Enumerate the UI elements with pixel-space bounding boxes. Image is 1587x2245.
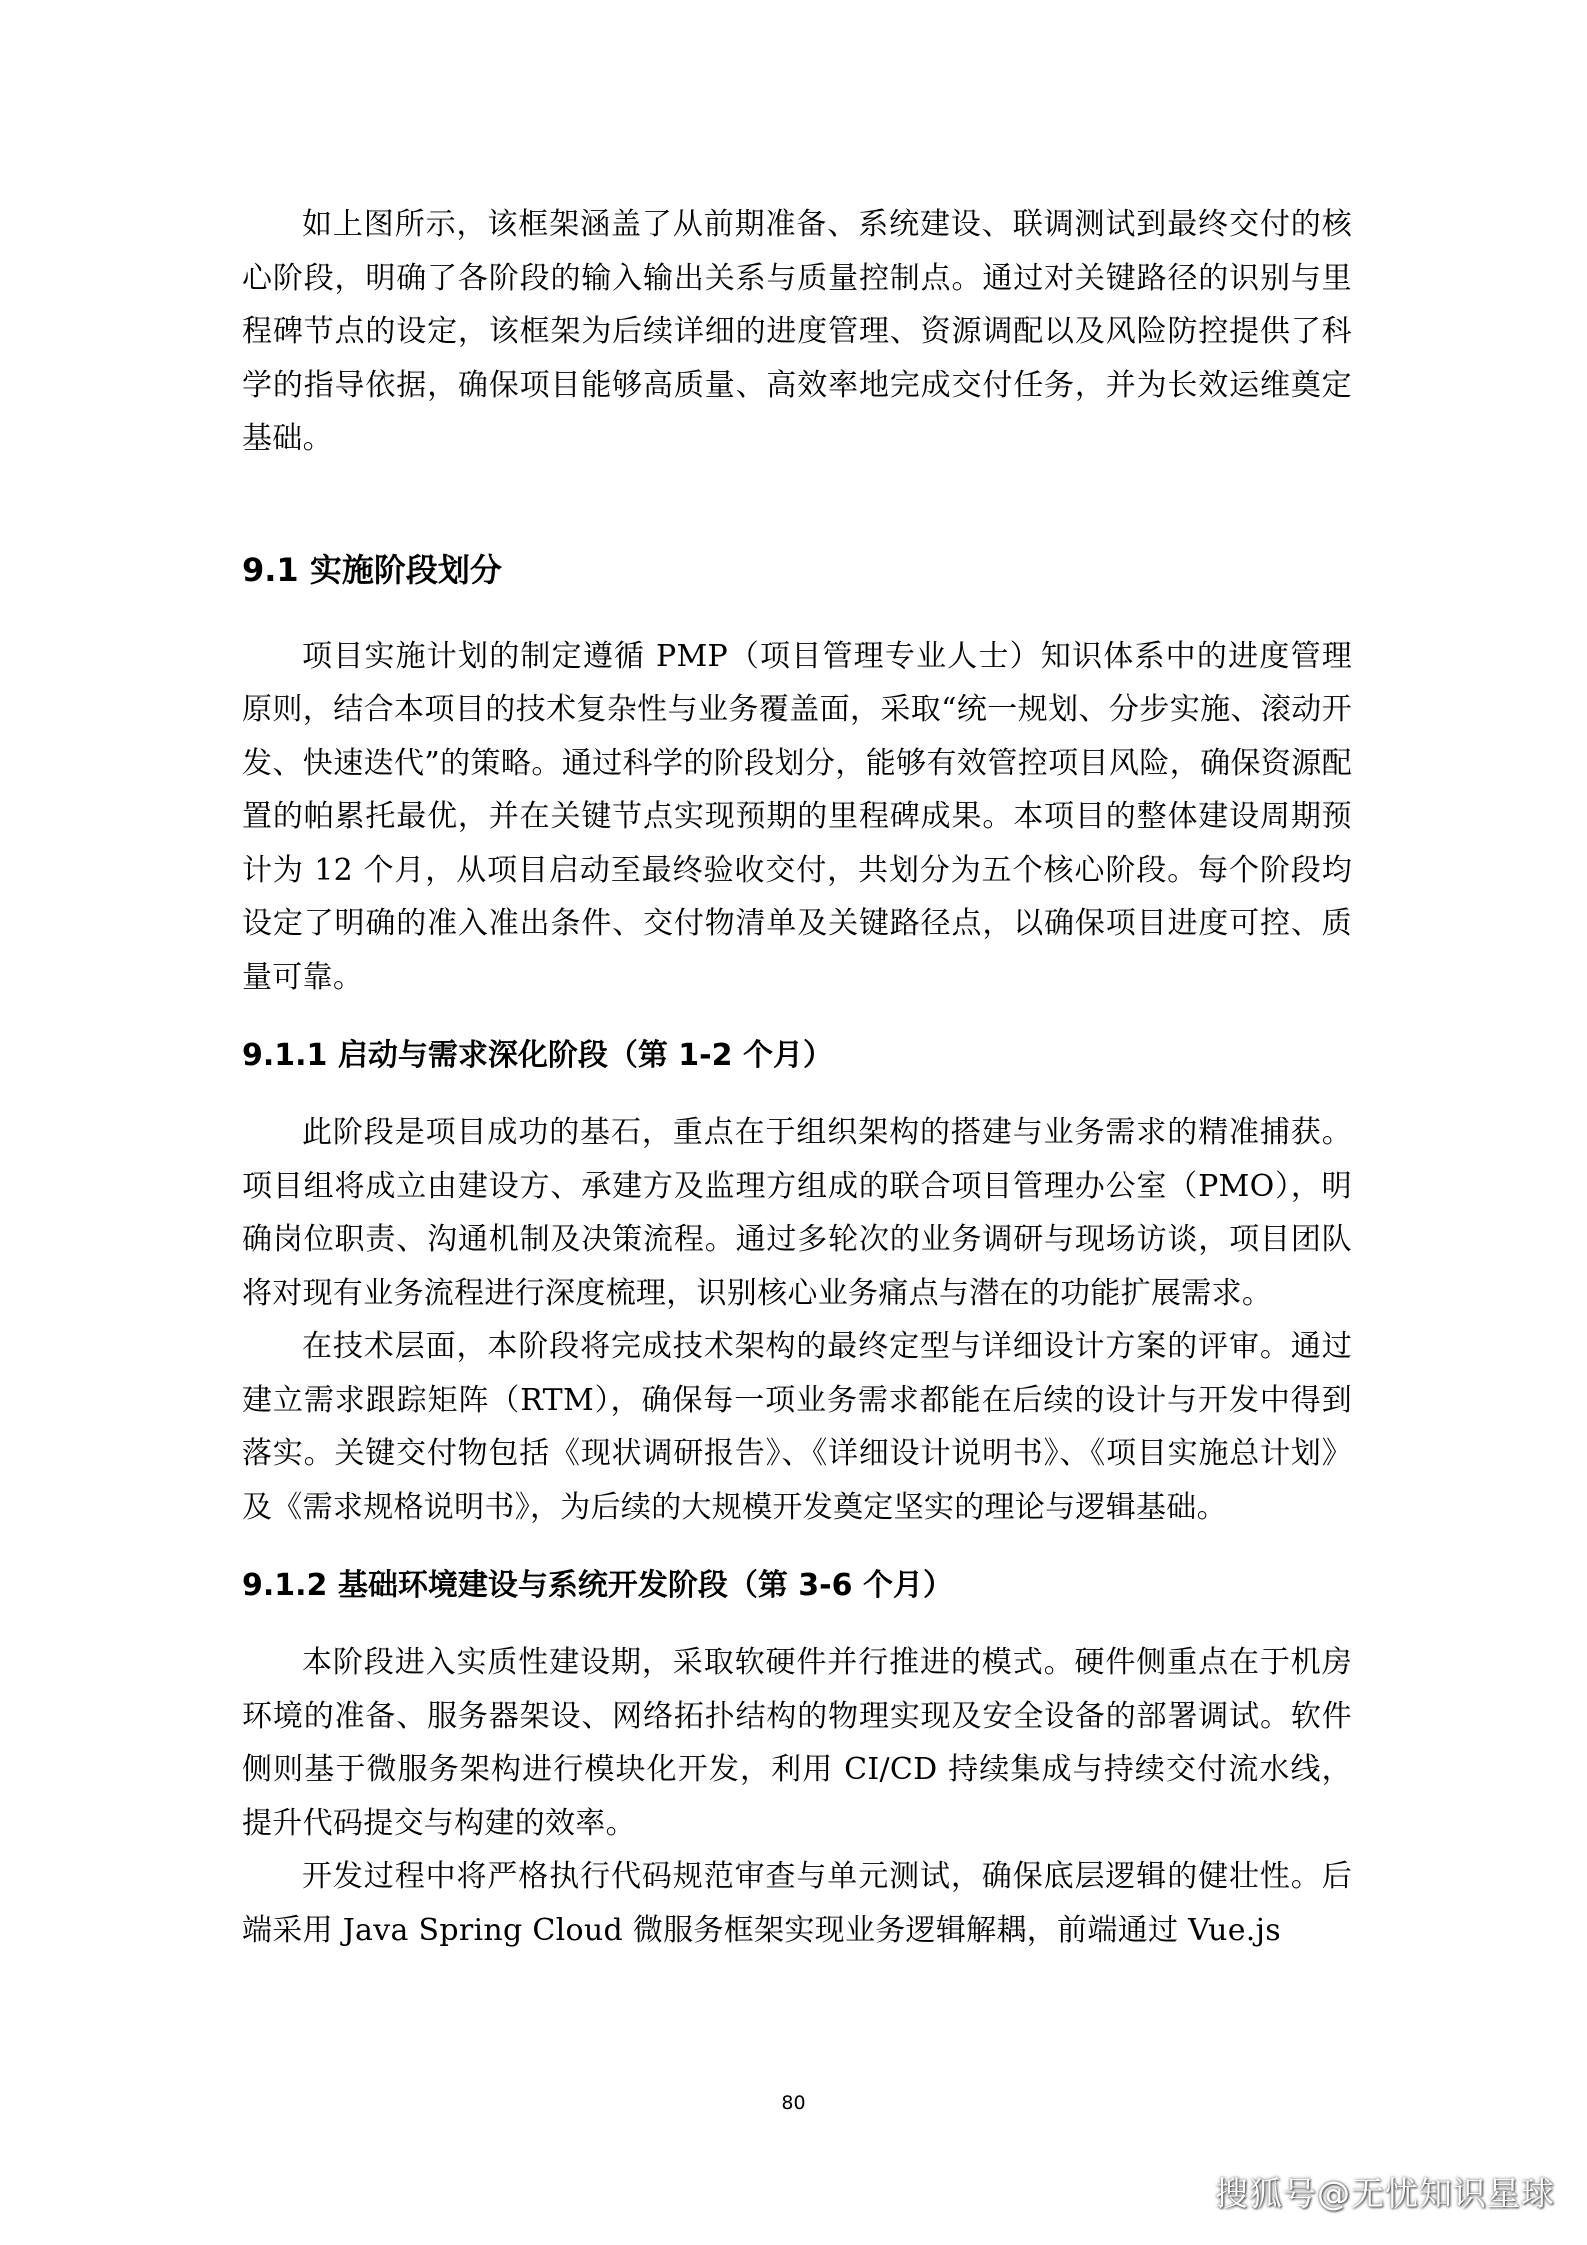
section-9-1-1-paragraph-1: 此阶段是项目成功的基石，重点在于组织架构的搭建与业务需求的精准捕获。项目组将成立由建设方、承建方及监理方组成的联合项目管理办公室（PMO），明确岗位职责、沟通机制及决策流程。通过多轮次的业务调研与现场访谈，项目团队将对现有业务流程进行深度梳理，识别核心业务痛点与潜在的功能扩展需求。 <box>242 1115 1352 1311</box>
watermark: 搜狐号@无忧知识星球 <box>1215 2174 1555 2213</box>
section-9-1-1-paragraph-2: 在技术层面，本阶段将完成技术架构的最终定型与详细设计方案的评审。通过建立需求跟踪矩阵（RTM），确保每一项业务需求都能在后续的设计与开发中得到落实。关键交付物包括《现状调研报告》、《详细设计说明书》、《项目实施总计划》及《需求规格说明书》，为后续的大规模开发奠定坚实的理论与逻辑基础。 <box>242 1329 1352 1525</box>
section-heading-9-1-2: 9.1.2 基础环境建设与系统开发阶段（第 3-6 个月） <box>242 1568 953 1603</box>
section-9-1-paragraph: 项目实施计划的制定遵循 PMP（项目管理专业人士）知识体系中的进度管理原则，结合本项目的技术复杂性与业务覆盖面，采取“统一规划、分步实施、滚动开发、快速迭代”的策略。通过科学的阶段划分，能够有效管控项目风险，确保资源配置的帕累托最优，并在关键节点实现预期的里程碑成果。本项目的整体建设周期预计为 12 个月，从项目启动至最终验收交付，共划分为五个核心阶段。每个阶段均设定了明确的准入准出条件、交付物清单及关键路径点，以确保项目进度可控、质量可靠。 <box>242 638 1352 995</box>
section-9-1-2-paragraph-1: 本阶段进入实质性建设期，采取软硬件并行推进的模式。硬件侧重点在于机房环境的准备、服务器架设、网络拓扑结构的物理实现及安全设备的部署调试。软件侧则基于微服务架构进行模块化开发，利用 CI/CD 持续集成与持续交付流水线，提升代码提交与构建的效率。 <box>242 1645 1352 1841</box>
section-heading-9-1-1: 9.1.1 启动与需求深化阶段（第 1-2 个月） <box>242 1038 833 1073</box>
page-content <box>242 198 1352 1957</box>
section-heading-9-1: 9.1 实施阶段划分 <box>242 550 502 589</box>
page-number: 80 <box>781 2092 806 2114</box>
intro-paragraph: 如上图所示，该框架涵盖了从前期准备、系统建设、联调测试到最终交付的核心阶段，明确了各阶段的输入输出关系与质量控制点。通过对关键路径的识别与里程碑节点的设定，该框架为后续详细的进度管理、资源调配以及风险防控提供了科学的指导依据，确保项目能够高质量、高效率地完成交付任务，并为长效运维奠定基础。 <box>242 207 1352 456</box>
section-9-1-2-paragraph-2: 开发过程中将严格执行代码规范审查与单元测试，确保底层逻辑的健壮性。后端采用 Java Spring Cloud 微服务框架实现业务逻辑解耦，前端通过 Vue.js <box>242 1859 1352 1948</box>
